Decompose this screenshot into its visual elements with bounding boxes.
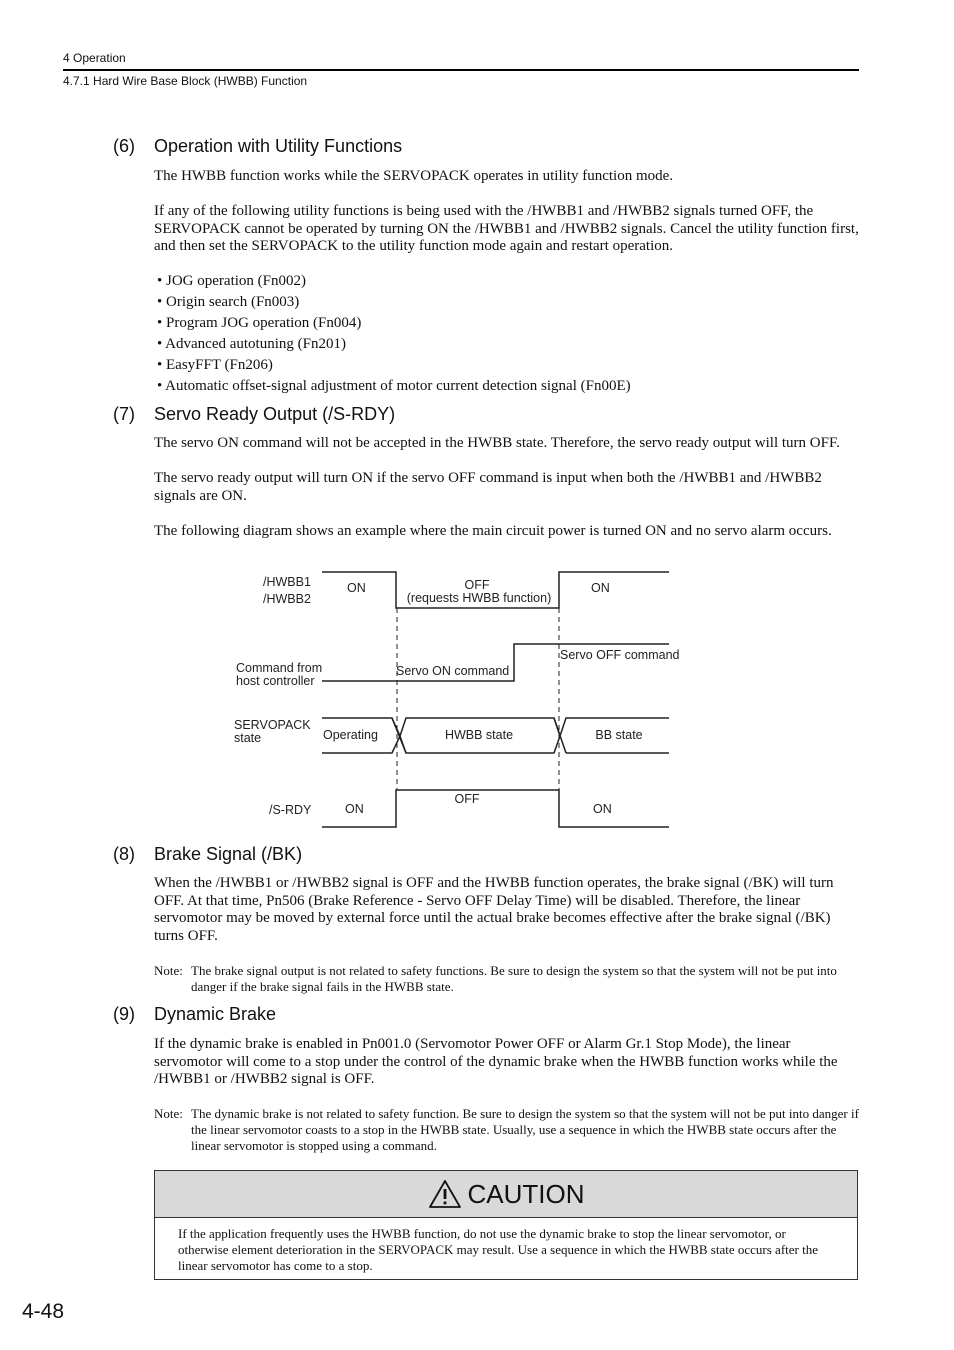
hwbb1-label: /HWBB1: [263, 575, 311, 589]
sec6-paragraph-2: If any of the following utility functions is being used with the /HWBB1 and /HWBB2 signals turned OFF, the SERVOPACK cannot be operated by turning ON the /HWBB1 and /HWBB2 signals. Cancel the utility function first, and then set the SERVOPACK to the utility function mode again and restart operation.: [154, 203, 859, 255]
srdy-on-label-2: ON: [593, 802, 612, 816]
section-number: (7): [113, 404, 135, 424]
list-item: • Origin search (Fn003): [157, 294, 300, 310]
servopack-state-label-1: SERVOPACK: [234, 718, 311, 732]
section-title: Brake Signal (/BK): [154, 844, 303, 864]
list-item: • JOG operation (Fn002): [157, 273, 306, 289]
hwbb-off-label: OFF: [464, 578, 490, 592]
command-label-1: Command from: [236, 661, 323, 675]
srdy-waveform: [322, 790, 669, 827]
servo-on-command-label: Servo ON command: [396, 664, 510, 678]
servopack-state-label-2: state: [234, 731, 262, 745]
list-item: • Program JOG operation (Fn004): [157, 315, 362, 331]
sec7-paragraph-2: The servo ready output will turn ON if the servo OFF command is input when both the /HWBB1 and /HWBB2 signals are ON.: [154, 470, 822, 504]
hwbb-on-label: ON: [347, 581, 366, 595]
header-chapter: 4 Operation: [63, 51, 126, 65]
state-hwbb: HWBB state: [444, 728, 514, 742]
list-item: • EasyFFT (Fn206): [157, 357, 273, 373]
section-number: (6): [113, 136, 135, 156]
sec8-paragraph-1: When the /HWBB1 or /HWBB2 signal is OFF and the HWBB function operates, the brake signal (/BK) will turn OFF. At that time, Pn506 (Brake Reference - Servo OFF Delay Time) will be disabled. Therefore, the linear servomotor may be moved by external force until the actual brake becomes effective after the brake signal (/BK) turns OFF.: [154, 875, 834, 944]
hwbb-on-label-2: ON: [591, 581, 610, 595]
note-text: The dynamic brake is not related to safety function. Be sure to design the system so that the system will not be put into danger if the linear servomotor coasts to a stop in the HWBB state. Usually, use a sequence in which the HWBB state occurs after the linear servomotor is stopped using a command.: [191, 1106, 859, 1153]
hwbb2-label: /HWBB2: [263, 592, 311, 606]
section-number: (9): [113, 1004, 135, 1024]
list-item: • Advanced autotuning (Fn201): [157, 336, 346, 352]
utility-function-list: [157, 271, 857, 397]
header-rule: [63, 69, 859, 71]
srdy-label: /S-RDY: [269, 803, 312, 817]
sec7-paragraph-3: The following diagram shows an example where the main circuit power is turned ON and no servo alarm occurs.: [154, 523, 832, 539]
section-title: Servo Ready Output (/S-RDY): [154, 404, 396, 424]
caution-header: [155, 1171, 857, 1218]
note-label: Note:: [154, 963, 183, 978]
section-title: Dynamic Brake: [154, 1004, 277, 1024]
section-8-heading: [113, 844, 302, 865]
header-section: 4.7.1 Hard Wire Base Block (HWBB) Function: [63, 74, 308, 88]
section-6-heading: [113, 136, 402, 157]
sec6-paragraph-1: The HWBB function works while the SERVOPACK operates in utility function mode.: [154, 168, 674, 184]
caution-box: [154, 1170, 858, 1280]
caution-title: CAUTION: [467, 1178, 585, 1209]
servo-off-command-label: Servo OFF command: [560, 648, 680, 662]
timing-diagram: [0, 560, 954, 840]
sec7-paragraph-1: The servo ON command will not be accepted in the HWBB state. Therefore, the servo ready output will turn OFF.: [154, 435, 840, 451]
page-number: 4-48: [22, 1300, 65, 1323]
state-bb: BB state: [595, 728, 643, 742]
section-number: (8): [113, 844, 135, 864]
section-7-heading: [113, 404, 395, 425]
warning-triangle-icon: [428, 1179, 462, 1209]
section-9-heading: [113, 1004, 276, 1025]
sec8-note: [154, 963, 859, 995]
sec9-note: [154, 1106, 859, 1154]
hwbb-off-sublabel: (requests HWBB function): [406, 591, 552, 605]
srdy-off-label: OFF: [454, 792, 480, 806]
note-text: The brake signal output is not related to safety functions. Be sure to design the system so that the system will not be put into danger if the brake signal fails in the HWBB state.: [191, 963, 837, 994]
state-operating: Operating: [323, 728, 378, 742]
caution-body: If the application frequently uses the HWBB function, do not use the dynamic brake to stop the linear servomotor, or otherwise element deterioration in the SERVOPACK may result. Use a sequence in which the HWBB state occurs after the linear servomotor has come to a stop.: [178, 1226, 819, 1273]
sec9-paragraph-1: If the dynamic brake is enabled in Pn001.0 (Servomotor Power OFF or Alarm Gr.1 Stop Mode), the linear servomotor will come to a stop under the control of the dynamic brake when the HWBB function works while the /HWBB1 or /HWBB2 signal is OFF.: [154, 1036, 838, 1088]
section-title: Operation with Utility Functions: [154, 136, 403, 156]
list-item: • Automatic offset-signal adjustment of motor current detection signal (Fn00E): [157, 378, 631, 394]
command-label-2: host controller: [236, 674, 315, 688]
note-label: Note:: [154, 1106, 183, 1121]
srdy-on-label: ON: [345, 802, 364, 816]
